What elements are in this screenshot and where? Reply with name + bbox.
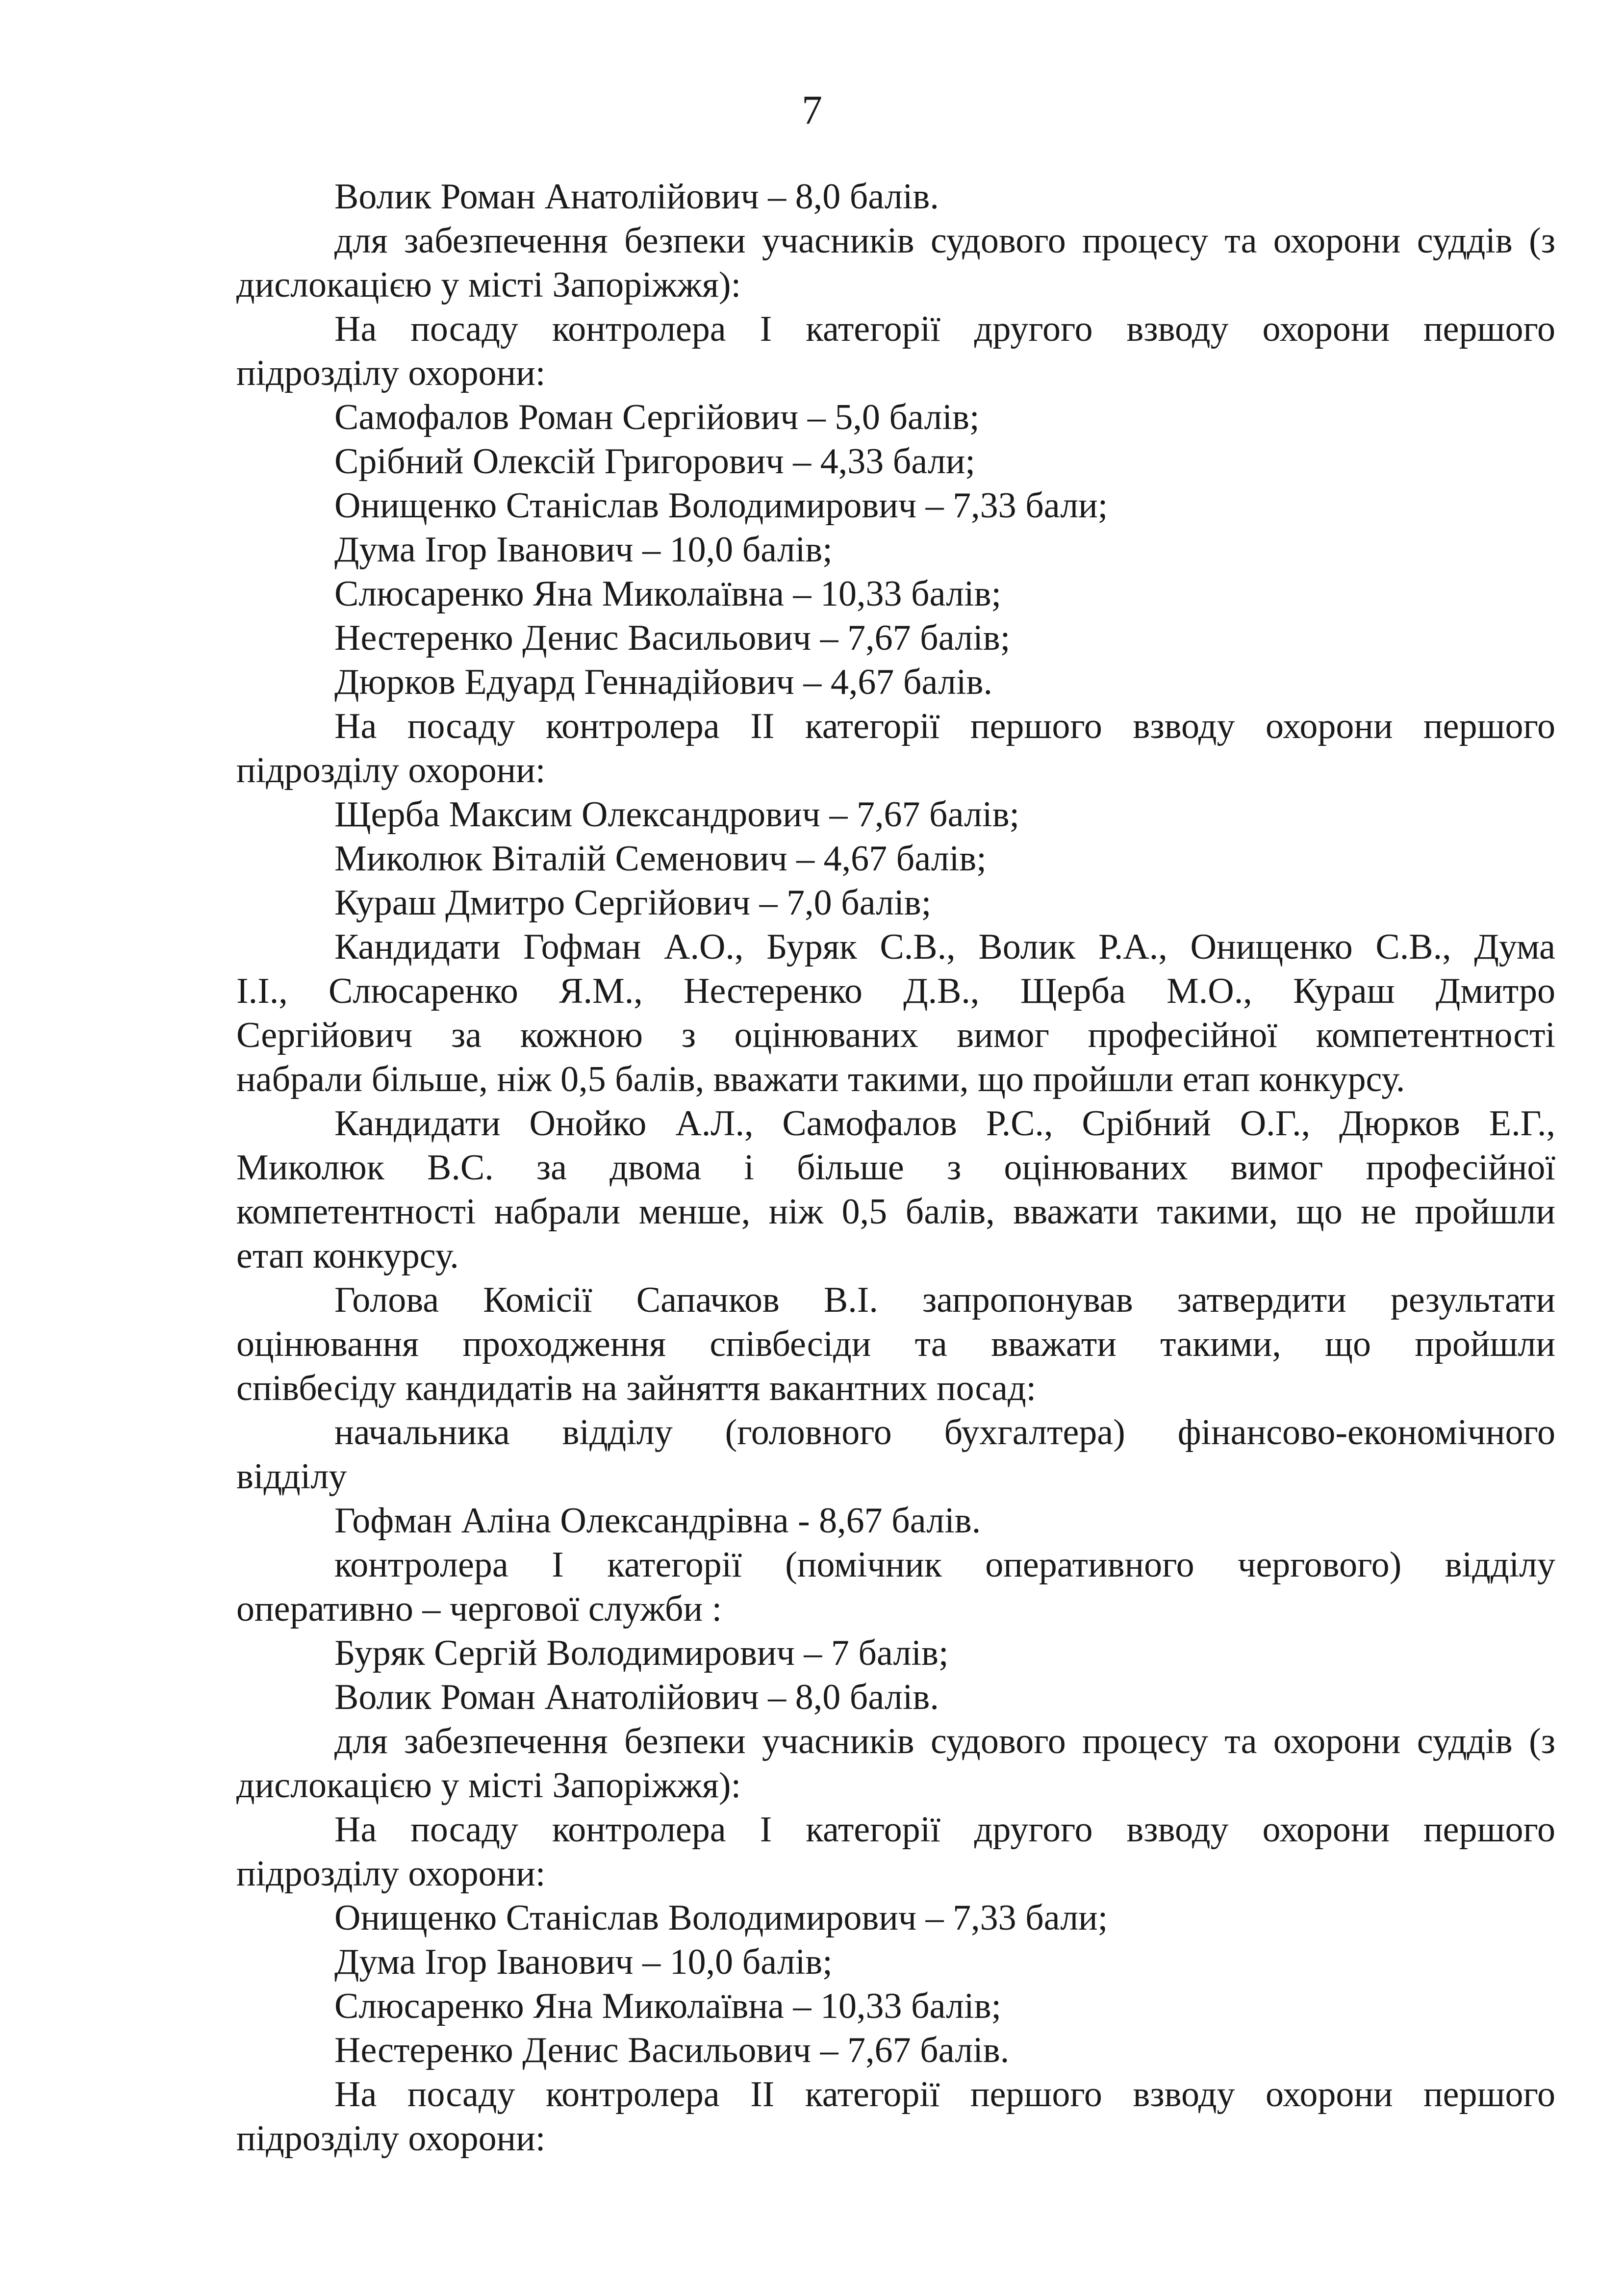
text-line: оцінювання проходження співбесіди та вважати такими, що пройшли: [236, 1324, 1555, 1364]
text-line: підрозділу охорони:: [236, 2118, 546, 2159]
text-line: співбесіду кандидатів на зайняття вакантних посад:: [236, 1368, 1037, 1408]
text-line: Самофалов Роман Сергійович – 5,0 балів;: [334, 397, 980, 437]
text-line: Нестеренко Денис Васильович – 7,67 балів.: [334, 2030, 1010, 2070]
text-line: етап конкурсу.: [236, 1236, 459, 1276]
document-body: [236, 175, 1555, 2161]
text-line: На посаду контролера I категорії другого взводу охорони першого: [334, 309, 1555, 349]
text-line: Миколюк В.С. за двома і більше з оцінюваних вимог професійної: [236, 1147, 1555, 1188]
text-line: оперативно – чергової служби :: [236, 1589, 722, 1629]
text-line: підрозділу охорони:: [236, 750, 546, 790]
text-line: для забезпечення безпеки учасників судового процесу та охорони суддів (з: [334, 1721, 1555, 1761]
text-line: Онищенко Станіслав Володимирович – 7,33 бали;: [334, 1898, 1108, 1938]
text-line: Миколюк Віталій Семенович – 4,67 балів;: [334, 839, 987, 879]
text-line: Волик Роман Анатолійович – 8,0 балів.: [334, 177, 939, 217]
text-line: Слюсаренко Яна Миколаївна – 10,33 балів;: [334, 1986, 1002, 2026]
text-line: підрозділу охорони:: [236, 1854, 546, 1894]
text-line: Дума Ігор Іванович – 10,0 балів;: [334, 530, 833, 570]
text-line: На посаду контролера II категорії першого взводу охорони першого: [334, 2074, 1555, 2115]
text-line: для забезпечення безпеки учасників судового процесу та охорони суддів (з: [334, 221, 1555, 261]
text-line: Онищенко Станіслав Володимирович – 7,33 бали;: [334, 485, 1108, 526]
text-line: Сергійович за кожною з оцінюваних вимог професійної компетентності: [236, 1015, 1555, 1055]
text-line: Дума Ігор Іванович – 10,0 балів;: [334, 1942, 833, 1982]
text-line: Кандидати Онойко А.Л., Самофалов Р.С., Срібний О.Г., Дюрков Е.Г.,: [334, 1103, 1555, 1144]
text-line: На посаду контролера I категорії другого взводу охорони першого: [334, 1810, 1555, 1850]
text-line: начальника відділу (головного бухгалтера) фінансово-економічного: [334, 1412, 1555, 1453]
text-line: Буряк Сергій Володимирович – 7 балів;: [334, 1633, 949, 1673]
text-line: дислокацією у місті Запоріжжя):: [236, 1765, 741, 1806]
text-line: контролера I категорії (помічник оперативного чергового) відділу: [334, 1545, 1555, 1585]
text-line: І.І., Слюсаренко Я.М., Нестеренко Д.В., Щерба М.О., Кураш Дмитро: [236, 971, 1555, 1011]
text-line: Кураш Дмитро Сергійович – 7,0 балів;: [334, 883, 932, 923]
text-line: Нестеренко Денис Васильович – 7,67 балів;: [334, 618, 1011, 658]
text-line: дислокацією у місті Запоріжжя):: [236, 265, 741, 305]
text-line: Щерба Максим Олександрович – 7,67 балів;: [334, 794, 1020, 835]
text-line: набрали більше, ніж 0,5 балів, вважати такими, що пройшли етап конкурсу.: [236, 1059, 1405, 1099]
text-line: компетентності набрали менше, ніж 0,5 балів, вважати такими, що не пройшли: [236, 1192, 1555, 1232]
text-line: Голова Комісії Сапачков В.І. запропонував затвердити результати: [334, 1280, 1555, 1320]
text-line: Слюсаренко Яна Миколаївна – 10,33 балів;: [334, 574, 1002, 614]
page-number: 7: [802, 87, 822, 133]
text-line: Кандидати Гофман А.О., Буряк С.В., Волик Р.А., Онищенко С.В., Дума: [334, 927, 1555, 967]
text-line: На посаду контролера II категорії першого взводу охорони першого: [334, 706, 1555, 746]
text-line: Срібний Олексій Григорович – 4,33 бали;: [334, 441, 975, 482]
text-line: підрозділу охорони:: [236, 353, 546, 393]
text-line: відділу: [236, 1456, 347, 1497]
text-line: Волик Роман Анатолійович – 8,0 балів.: [334, 1677, 939, 1717]
text-line: Гофман Аліна Олександрівна - 8,67 балів.: [334, 1501, 981, 1541]
text-line: Дюрков Едуард Геннадійович – 4,67 балів.: [334, 662, 992, 702]
